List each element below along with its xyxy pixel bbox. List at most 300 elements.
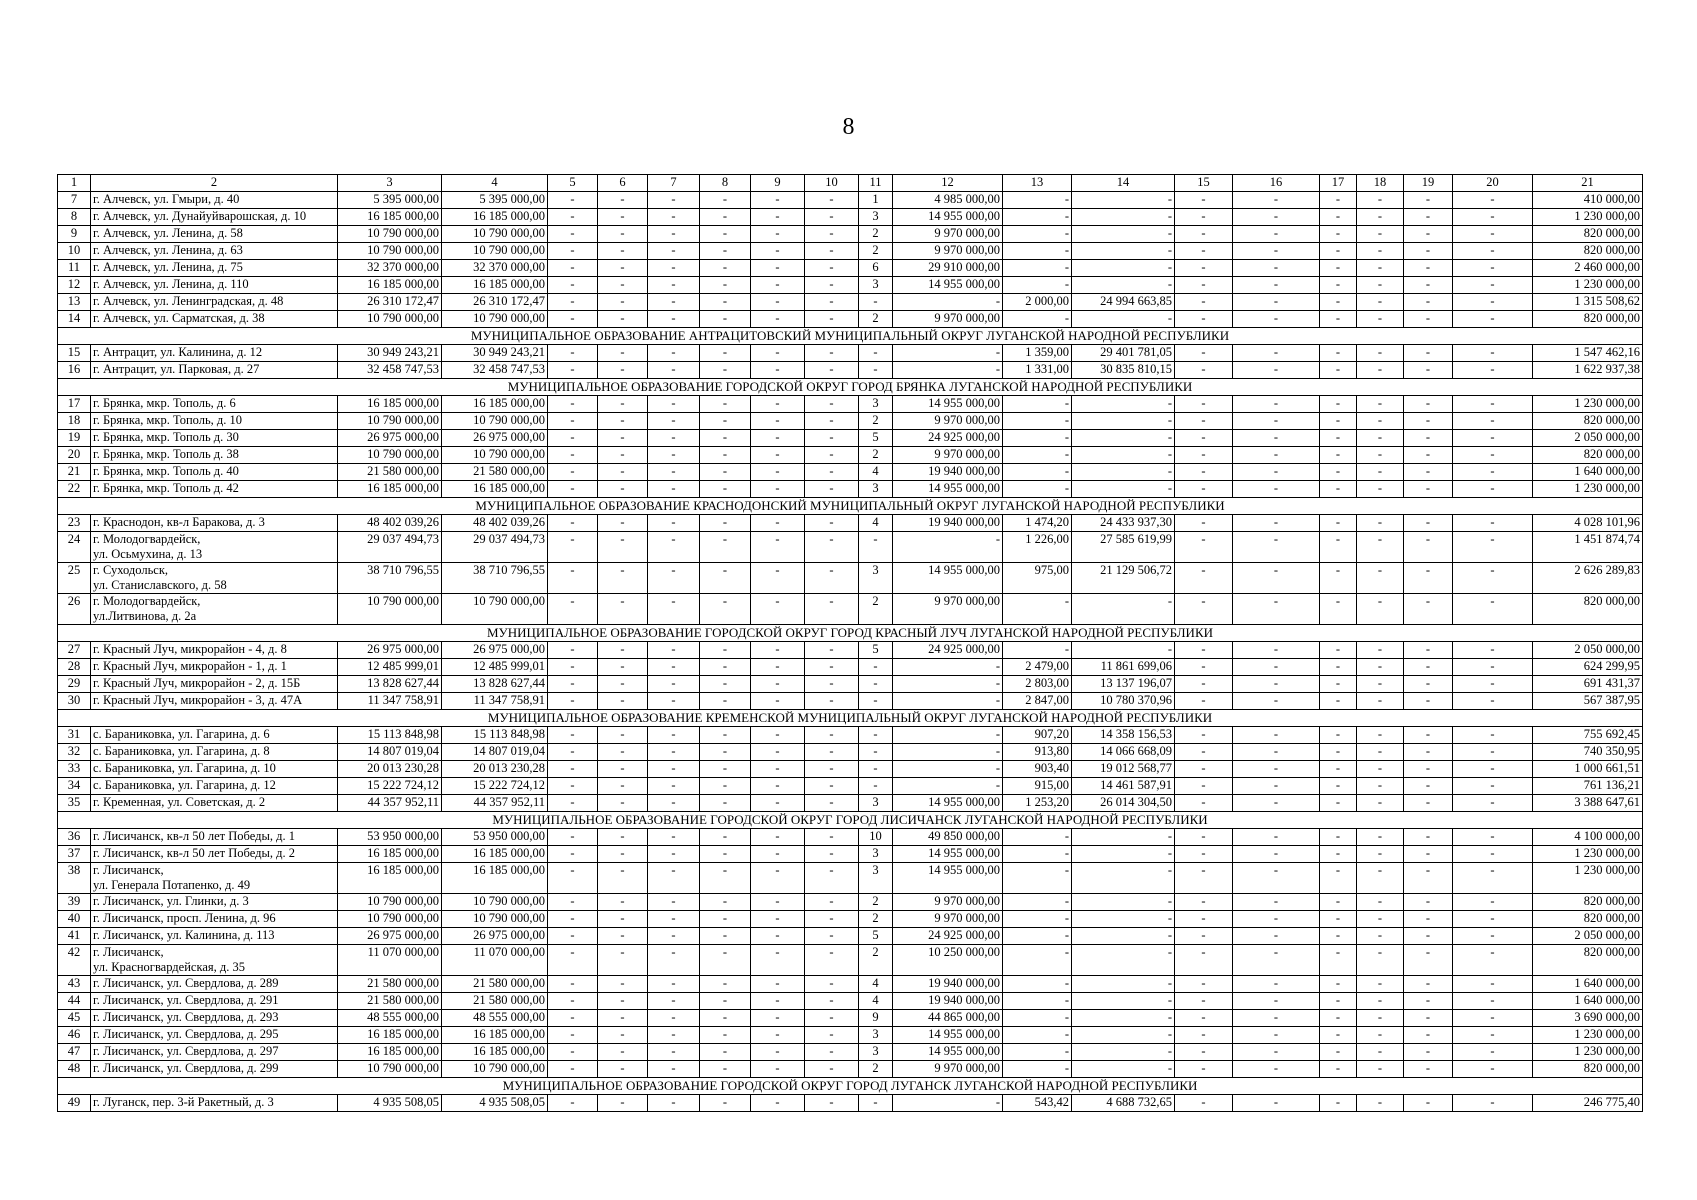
value-cell-col5: -: [548, 829, 598, 846]
table-row: [58, 846, 1643, 863]
table-row: [58, 594, 1643, 625]
value-cell-col12: 14 955 000,00: [893, 396, 1003, 413]
value-cell-col11: 3: [859, 1044, 893, 1061]
value-cell-col21: 820 000,00: [1533, 1061, 1643, 1078]
value-cell-col18: -: [1357, 1061, 1404, 1078]
value-cell-col18: -: [1357, 396, 1404, 413]
value-cell-col20: -: [1453, 464, 1533, 481]
value-cell-col14: 24 994 663,85: [1072, 294, 1175, 311]
value-cell-col12: -: [893, 659, 1003, 676]
column-number-header: 6: [598, 175, 648, 192]
value-cell-col8: -: [700, 761, 751, 778]
value-cell-col15: -: [1175, 727, 1233, 744]
value-cell-col19: -: [1404, 795, 1453, 812]
value-cell-col8: -: [700, 481, 751, 498]
value-cell-col19: -: [1404, 594, 1453, 625]
value-cell-col4: 21 580 000,00: [442, 976, 548, 993]
value-cell-col20: -: [1453, 1061, 1533, 1078]
value-cell-col19: -: [1404, 693, 1453, 710]
value-cell-col8: -: [700, 464, 751, 481]
value-cell-col3: 16 185 000,00: [338, 863, 442, 894]
value-cell-col18: -: [1357, 727, 1404, 744]
value-cell-col10: -: [805, 1044, 859, 1061]
municipality-section-title: МУНИЦИПАЛЬНОЕ ОБРАЗОВАНИЕ ГОРОДСКОЙ ОКРУГ ГОРОД КРАСНЫЙ ЛУЧ ЛУГАНСКОЙ НАРОДНОЙ РЕСПУБЛИКИ: [58, 625, 1643, 642]
row-number-cell: 46: [58, 1027, 91, 1044]
value-cell-col7: -: [648, 430, 700, 447]
value-cell-col6: -: [598, 532, 648, 563]
value-cell-col10: -: [805, 928, 859, 945]
value-cell-col8: -: [700, 396, 751, 413]
value-cell-col4: 10 790 000,00: [442, 311, 548, 328]
value-cell-col13: -: [1003, 894, 1072, 911]
value-cell-col8: -: [700, 1095, 751, 1112]
value-cell-col12: -: [893, 362, 1003, 379]
value-cell-col16: -: [1233, 481, 1320, 498]
value-cell-col14: 11 861 699,06: [1072, 659, 1175, 676]
value-cell-col8: -: [700, 563, 751, 594]
column-number-header: 8: [700, 175, 751, 192]
row-number-cell: 43: [58, 976, 91, 993]
value-cell-col9: -: [751, 294, 805, 311]
value-cell-col17: -: [1320, 976, 1357, 993]
value-cell-col15: -: [1175, 863, 1233, 894]
address-cell: г. Брянка, мкр. Тополь, д. 6: [91, 396, 338, 413]
value-cell-col4: 13 828 627,44: [442, 676, 548, 693]
value-cell-col16: -: [1233, 447, 1320, 464]
value-cell-col18: -: [1357, 659, 1404, 676]
value-cell-col20: -: [1453, 481, 1533, 498]
column-number-header: 17: [1320, 175, 1357, 192]
value-cell-col16: -: [1233, 1061, 1320, 1078]
value-cell-col5: -: [548, 563, 598, 594]
value-cell-col13: 1 253,20: [1003, 795, 1072, 812]
table-row: [58, 863, 1643, 894]
row-number-cell: 45: [58, 1010, 91, 1027]
value-cell-col7: -: [648, 863, 700, 894]
address-cell: г. Брянка, мкр. Тополь д. 40: [91, 464, 338, 481]
value-cell-col9: -: [751, 311, 805, 328]
value-cell-col8: -: [700, 928, 751, 945]
value-cell-col14: 14 066 668,09: [1072, 744, 1175, 761]
address-cell: с. Бараниковка, ул. Гагарина, д. 12: [91, 778, 338, 795]
value-cell-col14: 4 688 732,65: [1072, 1095, 1175, 1112]
value-cell-col19: -: [1404, 846, 1453, 863]
value-cell-col14: -: [1072, 226, 1175, 243]
value-cell-col14: 21 129 506,72: [1072, 563, 1175, 594]
value-cell-col11: 3: [859, 209, 893, 226]
value-cell-col9: -: [751, 727, 805, 744]
address-cell: г. Лисичанск, кв-л 50 лет Победы, д. 1: [91, 829, 338, 846]
address-cell: г. Лисичанск, ул. Свердлова, д. 295: [91, 1027, 338, 1044]
value-cell-col16: -: [1233, 1010, 1320, 1027]
value-cell-col12: 14 955 000,00: [893, 563, 1003, 594]
value-cell-col21: 1 230 000,00: [1533, 481, 1643, 498]
value-cell-col21: 1 230 000,00: [1533, 1027, 1643, 1044]
value-cell-col6: -: [598, 1095, 648, 1112]
value-cell-col12: 14 955 000,00: [893, 481, 1003, 498]
value-cell-col10: -: [805, 829, 859, 846]
value-cell-col6: -: [598, 209, 648, 226]
value-cell-col21: 1 230 000,00: [1533, 1044, 1643, 1061]
row-number-cell: 12: [58, 277, 91, 294]
value-cell-col13: -: [1003, 481, 1072, 498]
value-cell-col21: 410 000,00: [1533, 192, 1643, 209]
column-number-header: 14: [1072, 175, 1175, 192]
value-cell-col21: 1 230 000,00: [1533, 846, 1643, 863]
value-cell-col13: -: [1003, 192, 1072, 209]
value-cell-col17: -: [1320, 345, 1357, 362]
value-cell-col13: -: [1003, 829, 1072, 846]
value-cell-col14: -: [1072, 829, 1175, 846]
value-cell-col12: 29 910 000,00: [893, 260, 1003, 277]
value-cell-col10: -: [805, 993, 859, 1010]
value-cell-col11: 3: [859, 1027, 893, 1044]
value-cell-col13: -: [1003, 277, 1072, 294]
value-cell-col20: -: [1453, 447, 1533, 464]
value-cell-col14: -: [1072, 928, 1175, 945]
value-cell-col7: -: [648, 659, 700, 676]
value-cell-col19: -: [1404, 413, 1453, 430]
value-cell-col14: -: [1072, 243, 1175, 260]
value-cell-col17: -: [1320, 515, 1357, 532]
value-cell-col14: 10 780 370,96: [1072, 693, 1175, 710]
value-cell-col7: -: [648, 795, 700, 812]
value-cell-col14: -: [1072, 945, 1175, 976]
value-cell-col10: -: [805, 209, 859, 226]
value-cell-col12: 24 925 000,00: [893, 430, 1003, 447]
value-cell-col7: -: [648, 226, 700, 243]
value-cell-col5: -: [548, 744, 598, 761]
value-cell-col21: 755 692,45: [1533, 727, 1643, 744]
value-cell-col21: 3 690 000,00: [1533, 1010, 1643, 1027]
page-number: 8: [842, 114, 855, 140]
value-cell-col7: -: [648, 1095, 700, 1112]
row-number-cell: 36: [58, 829, 91, 846]
value-cell-col13: 2 479,00: [1003, 659, 1072, 676]
value-cell-col10: -: [805, 1095, 859, 1112]
value-cell-col21: 1 547 462,16: [1533, 345, 1643, 362]
value-cell-col16: -: [1233, 928, 1320, 945]
value-cell-col11: 2: [859, 226, 893, 243]
row-number-cell: 41: [58, 928, 91, 945]
value-cell-col12: 19 940 000,00: [893, 464, 1003, 481]
value-cell-col21: 820 000,00: [1533, 911, 1643, 928]
value-cell-col7: -: [648, 481, 700, 498]
value-cell-col6: -: [598, 294, 648, 311]
section-header-row: [58, 328, 1643, 345]
value-cell-col13: 975,00: [1003, 563, 1072, 594]
value-cell-col14: -: [1072, 993, 1175, 1010]
value-cell-col10: -: [805, 1027, 859, 1044]
value-cell-col17: -: [1320, 464, 1357, 481]
column-number-header: 18: [1357, 175, 1404, 192]
value-cell-col20: -: [1453, 209, 1533, 226]
value-cell-col9: -: [751, 464, 805, 481]
table-row: [58, 744, 1643, 761]
value-cell-col11: 2: [859, 894, 893, 911]
value-cell-col12: -: [893, 744, 1003, 761]
value-cell-col15: -: [1175, 396, 1233, 413]
value-cell-col11: -: [859, 727, 893, 744]
value-cell-col13: -: [1003, 464, 1072, 481]
value-cell-col19: -: [1404, 532, 1453, 563]
value-cell-col21: 1 230 000,00: [1533, 277, 1643, 294]
value-cell-col20: -: [1453, 778, 1533, 795]
value-cell-col12: 19 940 000,00: [893, 976, 1003, 993]
value-cell-col20: -: [1453, 192, 1533, 209]
table-row: [58, 464, 1643, 481]
value-cell-col3: 48 402 039,26: [338, 515, 442, 532]
value-cell-col19: -: [1404, 362, 1453, 379]
value-cell-col8: -: [700, 1010, 751, 1027]
value-cell-col21: 1 230 000,00: [1533, 396, 1643, 413]
value-cell-col19: -: [1404, 311, 1453, 328]
value-cell-col10: -: [805, 345, 859, 362]
value-cell-col15: -: [1175, 1010, 1233, 1027]
value-cell-col14: -: [1072, 1061, 1175, 1078]
table-row: [58, 430, 1643, 447]
value-cell-col4: 26 975 000,00: [442, 430, 548, 447]
header-row: [58, 175, 1643, 192]
value-cell-col11: -: [859, 761, 893, 778]
value-cell-col4: 30 949 243,21: [442, 345, 548, 362]
value-cell-col10: -: [805, 594, 859, 625]
value-cell-col14: -: [1072, 1027, 1175, 1044]
value-cell-col18: -: [1357, 976, 1404, 993]
address-cell: г. Лисичанск, ул. Свердлова, д. 297: [91, 1044, 338, 1061]
value-cell-col4: 10 790 000,00: [442, 447, 548, 464]
value-cell-col9: -: [751, 362, 805, 379]
value-cell-col7: -: [648, 993, 700, 1010]
table-row: [58, 226, 1643, 243]
value-cell-col11: -: [859, 532, 893, 563]
value-cell-col20: -: [1453, 693, 1533, 710]
value-cell-col19: -: [1404, 1095, 1453, 1112]
value-cell-col18: -: [1357, 1027, 1404, 1044]
value-cell-col5: -: [548, 311, 598, 328]
value-cell-col12: 4 985 000,00: [893, 192, 1003, 209]
value-cell-col15: -: [1175, 928, 1233, 945]
value-cell-col8: -: [700, 676, 751, 693]
value-cell-col12: -: [893, 778, 1003, 795]
value-cell-col14: -: [1072, 846, 1175, 863]
value-cell-col3: 16 185 000,00: [338, 277, 442, 294]
value-cell-col14: -: [1072, 447, 1175, 464]
value-cell-col10: -: [805, 515, 859, 532]
value-cell-col10: -: [805, 911, 859, 928]
value-cell-col17: -: [1320, 1061, 1357, 1078]
value-cell-col15: -: [1175, 911, 1233, 928]
value-cell-col13: 913,80: [1003, 744, 1072, 761]
value-cell-col10: -: [805, 532, 859, 563]
value-cell-col8: -: [700, 976, 751, 993]
value-cell-col9: -: [751, 1010, 805, 1027]
value-cell-col14: -: [1072, 430, 1175, 447]
value-cell-col9: -: [751, 993, 805, 1010]
value-cell-col11: 4: [859, 993, 893, 1010]
value-cell-col9: -: [751, 532, 805, 563]
address-cell: г. Луганск, пер. 3-й Ракетный, д. 3: [91, 1095, 338, 1112]
value-cell-col17: -: [1320, 829, 1357, 846]
value-cell-col4: 12 485 999,01: [442, 659, 548, 676]
row-number-cell: 15: [58, 345, 91, 362]
value-cell-col7: -: [648, 345, 700, 362]
value-cell-col15: -: [1175, 829, 1233, 846]
value-cell-col17: -: [1320, 659, 1357, 676]
value-cell-col10: -: [805, 311, 859, 328]
value-cell-col17: -: [1320, 226, 1357, 243]
value-cell-col6: -: [598, 447, 648, 464]
value-cell-col7: -: [648, 1044, 700, 1061]
value-cell-col11: 9: [859, 1010, 893, 1027]
value-cell-col15: -: [1175, 1061, 1233, 1078]
value-cell-col6: -: [598, 362, 648, 379]
value-cell-col11: -: [859, 676, 893, 693]
value-cell-col21: 1 451 874,74: [1533, 532, 1643, 563]
value-cell-col3: 10 790 000,00: [338, 911, 442, 928]
table-row: [58, 396, 1643, 413]
value-cell-col18: -: [1357, 863, 1404, 894]
value-cell-col21: 2 050 000,00: [1533, 430, 1643, 447]
value-cell-col19: -: [1404, 911, 1453, 928]
value-cell-col4: 26 975 000,00: [442, 928, 548, 945]
value-cell-col19: -: [1404, 642, 1453, 659]
value-cell-col21: 761 136,21: [1533, 778, 1643, 795]
row-number-cell: 35: [58, 795, 91, 812]
value-cell-col4: 10 790 000,00: [442, 594, 548, 625]
value-cell-col5: -: [548, 642, 598, 659]
value-cell-col18: -: [1357, 243, 1404, 260]
value-cell-col18: -: [1357, 430, 1404, 447]
value-cell-col17: -: [1320, 846, 1357, 863]
value-cell-col11: 3: [859, 563, 893, 594]
value-cell-col10: -: [805, 260, 859, 277]
value-cell-col21: 820 000,00: [1533, 243, 1643, 260]
value-cell-col19: -: [1404, 1061, 1453, 1078]
value-cell-col21: 1 315 508,62: [1533, 294, 1643, 311]
value-cell-col6: -: [598, 1044, 648, 1061]
value-cell-col20: -: [1453, 761, 1533, 778]
value-cell-col20: -: [1453, 894, 1533, 911]
value-cell-col16: -: [1233, 993, 1320, 1010]
value-cell-col15: -: [1175, 345, 1233, 362]
row-number-cell: 22: [58, 481, 91, 498]
value-cell-col14: -: [1072, 642, 1175, 659]
value-cell-col13: -: [1003, 594, 1072, 625]
value-cell-col17: -: [1320, 294, 1357, 311]
value-cell-col5: -: [548, 761, 598, 778]
address-cell: г. Лисичанск, ул. Калинина, д. 113: [91, 928, 338, 945]
value-cell-col4: 10 790 000,00: [442, 226, 548, 243]
value-cell-col3: 20 013 230,28: [338, 761, 442, 778]
value-cell-col11: 3: [859, 795, 893, 812]
value-cell-col18: -: [1357, 1044, 1404, 1061]
value-cell-col12: 19 940 000,00: [893, 515, 1003, 532]
table-row: [58, 795, 1643, 812]
value-cell-col6: -: [598, 676, 648, 693]
value-cell-col18: -: [1357, 928, 1404, 945]
value-cell-col19: -: [1404, 243, 1453, 260]
value-cell-col17: -: [1320, 192, 1357, 209]
value-cell-col7: -: [648, 693, 700, 710]
value-cell-col18: -: [1357, 515, 1404, 532]
value-cell-col13: -: [1003, 945, 1072, 976]
value-cell-col5: -: [548, 778, 598, 795]
value-cell-col18: -: [1357, 693, 1404, 710]
row-number-cell: 27: [58, 642, 91, 659]
value-cell-col12: -: [893, 693, 1003, 710]
value-cell-col3: 10 790 000,00: [338, 894, 442, 911]
value-cell-col3: 21 580 000,00: [338, 993, 442, 1010]
value-cell-col16: -: [1233, 226, 1320, 243]
value-cell-col12: -: [893, 676, 1003, 693]
value-cell-col16: -: [1233, 243, 1320, 260]
column-number-header: 10: [805, 175, 859, 192]
value-cell-col18: -: [1357, 345, 1404, 362]
value-cell-col17: -: [1320, 481, 1357, 498]
value-cell-col15: -: [1175, 693, 1233, 710]
value-cell-col9: -: [751, 659, 805, 676]
value-cell-col13: 1 226,00: [1003, 532, 1072, 563]
value-cell-col17: -: [1320, 945, 1357, 976]
value-cell-col13: 1 359,00: [1003, 345, 1072, 362]
value-cell-col16: -: [1233, 778, 1320, 795]
address-cell: г. Лисичанск, ул. Генерала Потапенко, д. 49: [91, 863, 338, 894]
value-cell-col5: -: [548, 413, 598, 430]
value-cell-col11: 5: [859, 430, 893, 447]
value-cell-col17: -: [1320, 243, 1357, 260]
value-cell-col10: -: [805, 693, 859, 710]
value-cell-col14: -: [1072, 976, 1175, 993]
value-cell-col20: -: [1453, 362, 1533, 379]
row-number-cell: 28: [58, 659, 91, 676]
value-cell-col4: 16 185 000,00: [442, 277, 548, 294]
value-cell-col20: -: [1453, 1044, 1533, 1061]
value-cell-col19: -: [1404, 1044, 1453, 1061]
value-cell-col14: 19 012 568,77: [1072, 761, 1175, 778]
value-cell-col16: -: [1233, 863, 1320, 894]
value-cell-col19: -: [1404, 676, 1453, 693]
value-cell-col12: 14 955 000,00: [893, 277, 1003, 294]
value-cell-col5: -: [548, 243, 598, 260]
value-cell-col7: -: [648, 894, 700, 911]
table-row: [58, 260, 1643, 277]
value-cell-col13: -: [1003, 396, 1072, 413]
value-cell-col4: 16 185 000,00: [442, 209, 548, 226]
value-cell-col5: -: [548, 594, 598, 625]
value-cell-col13: -: [1003, 311, 1072, 328]
row-number-cell: 11: [58, 260, 91, 277]
value-cell-col3: 5 395 000,00: [338, 192, 442, 209]
table-row: [58, 481, 1643, 498]
address-cell: г. Алчевск, ул. Ленина, д. 75: [91, 260, 338, 277]
value-cell-col13: -: [1003, 430, 1072, 447]
value-cell-col10: -: [805, 396, 859, 413]
value-cell-col16: -: [1233, 294, 1320, 311]
row-number-cell: 34: [58, 778, 91, 795]
value-cell-col15: -: [1175, 515, 1233, 532]
value-cell-col21: 820 000,00: [1533, 413, 1643, 430]
value-cell-col5: -: [548, 447, 598, 464]
value-cell-col11: 3: [859, 396, 893, 413]
value-cell-col16: -: [1233, 464, 1320, 481]
value-cell-col13: -: [1003, 243, 1072, 260]
value-cell-col16: -: [1233, 795, 1320, 812]
value-cell-col9: -: [751, 1061, 805, 1078]
value-cell-col20: -: [1453, 277, 1533, 294]
value-cell-col7: -: [648, 594, 700, 625]
value-cell-col11: 2: [859, 447, 893, 464]
